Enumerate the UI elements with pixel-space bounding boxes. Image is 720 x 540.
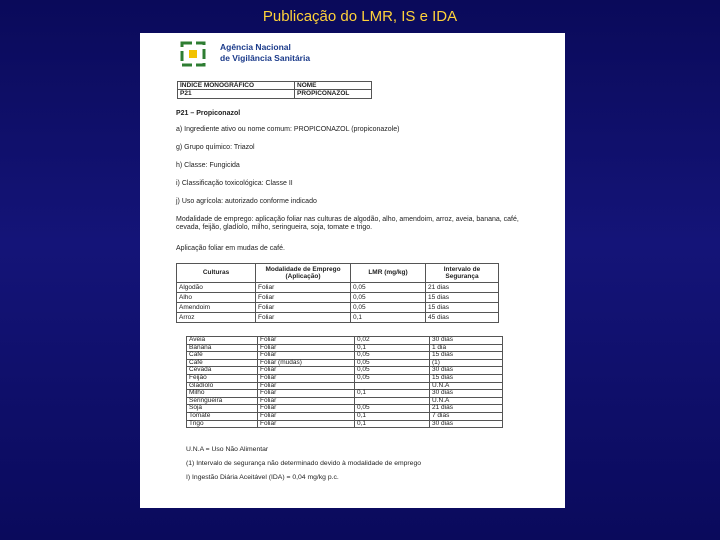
lmr-table-1	[176, 263, 499, 323]
footnote-ida: I) Ingestão Diária Aceitável (IDA) = 0,04 mg/kg p.c.	[186, 474, 339, 481]
document-page	[140, 33, 565, 508]
table-cell: Foliar	[258, 352, 355, 360]
agency-name	[220, 42, 310, 65]
slide-title: Publicação do LMR, IS e IDA	[262, 8, 458, 25]
table-cell: 21 dias	[430, 405, 503, 413]
table-cell: 15 dias	[426, 293, 499, 303]
table-cell: Seringueira	[187, 397, 258, 405]
index-header-0: ÍNDICE MONOGRÁFICO	[178, 82, 295, 90]
col-culturas: Culturas	[177, 264, 256, 283]
col-lmr: LMR (mg/kg)	[351, 264, 426, 283]
table-row	[187, 367, 503, 375]
table-cell: (1)	[430, 359, 503, 367]
table-cell: 0,05	[355, 359, 430, 367]
table-cell: Café	[187, 359, 258, 367]
item-grupo-quimico: g) Grupo químico: Triazol	[176, 144, 255, 151]
table-cell: 0,1	[355, 344, 430, 352]
table-row	[187, 397, 503, 405]
table-cell: 0,1	[355, 412, 430, 420]
table-cell: Foliar (mudas)	[258, 359, 355, 367]
table-row	[187, 352, 503, 360]
table-cell: 0,1	[355, 390, 430, 398]
table-row	[177, 303, 499, 313]
table-cell: Foliar	[258, 405, 355, 413]
table-cell: 30 dias	[430, 420, 503, 428]
table-cell: Foliar	[256, 283, 351, 293]
table-cell: Alho	[177, 293, 256, 303]
table-cell: Cevada	[187, 367, 258, 375]
table-cell: Foliar	[256, 303, 351, 313]
item-uso-agricola: j) Uso agrícola: autorizado conforme indicado	[176, 198, 317, 205]
table-cell: 15 dias	[430, 374, 503, 382]
table-cell: Foliar	[258, 367, 355, 375]
table-cell: Foliar	[258, 337, 355, 345]
table-cell: Foliar	[258, 397, 355, 405]
table-cell: Foliar	[258, 374, 355, 382]
table-cell: 45 dias	[426, 313, 499, 323]
table-cell: U.N.A	[430, 382, 503, 390]
index-header-1: NOME	[295, 82, 372, 90]
table-row	[187, 420, 503, 428]
table-row	[177, 313, 499, 323]
table-cell: U.N.A	[430, 397, 503, 405]
item-ingrediente: a) Ingrediente ativo ou nome comum: PROPICONAZOL (propiconazole)	[176, 126, 400, 133]
table-cell: 30 dias	[430, 367, 503, 375]
table-cell: 15 dias	[426, 303, 499, 313]
table-cell: 0,1	[355, 420, 430, 428]
index-table	[177, 81, 372, 99]
index-cell-1: PROPICONAZOL	[295, 90, 372, 98]
table-row	[187, 405, 503, 413]
footnote-una: U.N.A = Uso Não Alimentar	[186, 446, 269, 453]
table-cell: 0,05	[355, 374, 430, 382]
table-cell: Foliar	[256, 313, 351, 323]
table-row	[187, 337, 503, 345]
table-row	[187, 412, 503, 420]
table-cell: 0,05	[355, 367, 430, 375]
item-classe: h) Classe: Fungicida	[176, 162, 240, 169]
table-cell: Arroz	[177, 313, 256, 323]
anvisa-logo-icon	[178, 39, 208, 69]
table-cell: Foliar	[256, 293, 351, 303]
table-row	[187, 374, 503, 382]
table-row	[187, 390, 503, 398]
modalidade-text: Modalidade de emprego: aplicação foliar nas culturas de algodão, alho, amendoim, arroz, aveia, banana, café, cevada, feijão, gladíolo, milho, seringueira, soja, tomate e trigo.	[176, 216, 519, 232]
table-cell: 0,05	[355, 352, 430, 360]
table-cell: Foliar	[258, 344, 355, 352]
table-cell: 7 dias	[430, 412, 503, 420]
table-cell: 30 dias	[430, 337, 503, 345]
table-cell: 0,05	[351, 303, 426, 313]
table-cell: Aveia	[187, 337, 258, 345]
table-cell: Café	[187, 352, 258, 360]
item-classificacao: i) Classificação toxicológica: Classe II	[176, 180, 293, 187]
aplicacao-text: Aplicação foliar em mudas de café.	[176, 245, 285, 252]
table-cell: 0,1	[351, 313, 426, 323]
col-intervalo: Intervalo de Segurança	[426, 264, 499, 283]
footnote-intervalo: (1) Intervalo de segurança não determinado devido à modalidade de emprego	[186, 460, 422, 467]
table-cell: Trigo	[187, 420, 258, 428]
table-cell: Foliar	[258, 390, 355, 398]
agency-line-2: de Vigilância Sanitária	[220, 53, 311, 64]
table-cell: Feijão	[187, 374, 258, 382]
table-cell: 0,05	[351, 293, 426, 303]
table-cell: Gladíolo	[187, 382, 258, 390]
table-row	[187, 344, 503, 352]
table-row	[187, 359, 503, 367]
table-cell: 0,02	[355, 337, 430, 345]
col-modalidade: Modalidade de Emprego (Aplicação)	[256, 264, 351, 283]
table-cell: 21 dias	[426, 283, 499, 293]
table-cell: Foliar	[258, 412, 355, 420]
index-cell-0: P21	[178, 90, 295, 98]
table-cell: Amendoim	[177, 303, 256, 313]
table-cell: Soja	[187, 405, 258, 413]
table-cell: Banana	[187, 344, 258, 352]
table-cell: Tomate	[187, 412, 258, 420]
agency-line-1: Agência Nacional	[220, 42, 291, 52]
lmr-table-2	[186, 336, 503, 428]
table-row	[177, 283, 499, 293]
table-cell: Milho	[187, 390, 258, 398]
section-heading: P21 – Propiconazol	[176, 110, 241, 117]
table-cell: 15 dias	[430, 352, 503, 360]
table-cell: Algodão	[177, 283, 256, 293]
table-cell: 30 dias	[430, 390, 503, 398]
table-cell: 1 dia	[430, 344, 503, 352]
table-cell: 0,05	[355, 405, 430, 413]
table-cell: 0,05	[351, 283, 426, 293]
table-cell: Foliar	[258, 420, 355, 428]
table-cell: Foliar	[258, 382, 355, 390]
table-row	[187, 382, 503, 390]
table-row	[177, 293, 499, 303]
